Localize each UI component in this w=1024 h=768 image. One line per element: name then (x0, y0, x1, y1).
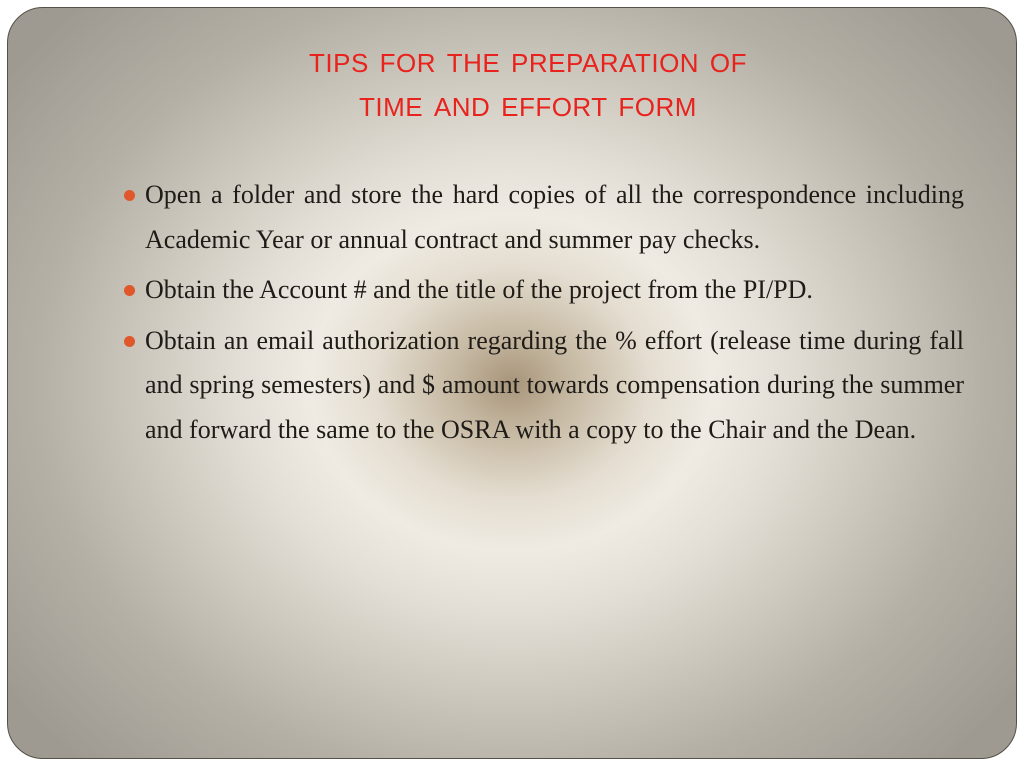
bullet-text: Obtain an email authorization regarding the % effort (release time during fall and spring semesters) and $ amount towards compensation during the summer and forward the same to the OSRA with a copy to the Chair and the Dean. (145, 325, 964, 444)
title-line-2: time and effort form (359, 83, 697, 124)
slide-title (128, 38, 928, 126)
bullet-item (124, 268, 964, 313)
bullet-dot-icon (124, 285, 135, 296)
bullet-text: Open a folder and store the hard copies of all the correspondence including Academic Year or annual contract and summer pay checks. (145, 180, 964, 254)
bullet-dot-icon (124, 190, 135, 201)
bullet-text: Obtain the Account # and the title of the project from the PI/PD. (145, 275, 813, 304)
slide (7, 7, 1017, 759)
title-line-1: tips for the preparation of (309, 39, 747, 80)
bullet-item (124, 319, 964, 453)
bullet-dot-icon (124, 336, 135, 347)
bullet-list (124, 173, 964, 458)
bullet-item (124, 173, 964, 262)
